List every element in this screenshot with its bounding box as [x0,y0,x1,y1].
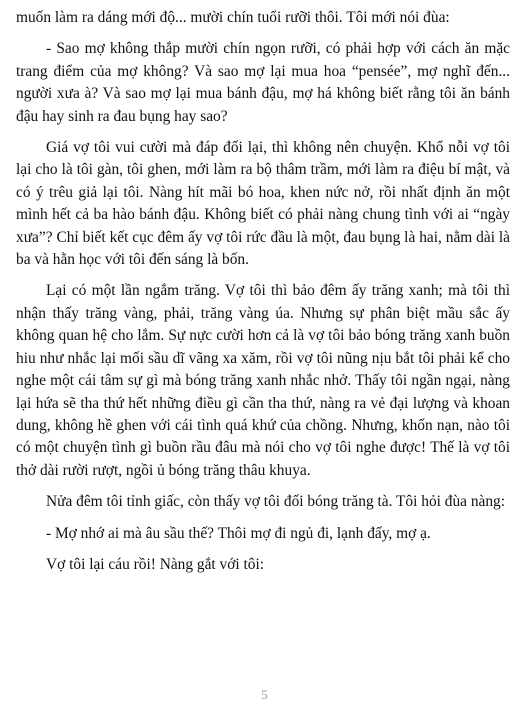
paragraph-2: - Sao mợ không thắp mười chín ngọn rưỡi, có phải hợp với cách ăn mặc trang điểm của mợ không? Và sao mợ lại mua hoa “pensée”, mợ nghĩ đến... người xưa à? Và sao mợ lại mua bánh đậu, mợ há không biết rằng tôi ăn bánh đậu hay sinh ra đau bụng hay sao? [16,40,510,125]
paragraph-7: Vợ tôi lại cáu rồi! Nàng gắt với tôi: [46,555,265,573]
body-text [16,7,510,585]
paragraph-1: muốn làm ra dáng mới độ... mười chín tuổi rưỡi thôi. Tôi mới nói đùa: [16,9,450,26]
paragraph-6: - Mợ nhớ ai mà âu sầu thế? Thôi mợ đi ngủ đi, lạnh đấy, mợ ạ. [46,524,431,542]
paragraph-3: Giá vợ tôi vui cười mà đáp đối lại, thì không nên chuyện. Khổ nỗi vợ tôi lại cho là tôi gàn, tôi ghen, mới làm ra bộ thâm trầm, mới làm ra điệu bí mật, và có ý trêu giả lại tôi. Nàng hít mãi bó hoa, khen nức nở, rồi nhất định ăn một mình hết cả ba hào bánh đậu. Không biết có phải nàng chung tình với ai “ngày xưa”? Chỉ biết kết cục đêm ấy vợ tôi rức đầu là một, đau bụng là hai, nằm dài là ba và hằn học với tôi đến sáng là bốn. [16,139,510,269]
page-number: 5 [261,687,268,702]
paragraph-5: Nửa đêm tôi tỉnh giấc, còn thấy vợ tôi đối bóng trăng tà. Tôi hỏi đùa nàng: [46,493,506,511]
paragraph-4: Lại có một lần ngắm trăng. Vợ tôi thì bảo đêm ấy trăng xanh; mà tôi thì nhận thấy trăng vàng, phải, trăng vàng úa. Nhưng sự phân biệt mầu sắc ấy không quan hệ cho lắm. Sự nực cười hơn cả là vợ tôi bảo bóng trăng xanh buồn hiu như nhắc lại mối sầu dĩ vãng xa xăm, rồi vợ tôi nũng nịu bắt tôi phải kể cho nghe một cái tâm sự gì mà bóng trăng xanh nhắc nhở. Thấy tôi ngần ngại, nàng lại hứa sẽ tha thứ hết những điều gì cần tha thứ, nàng ra vẻ đại lượng và khoan dung, không hề ghen với cái tình quá khứ của chồng. Nhưng, khốn nạn, nào tôi có một chuyện tình gì buồn rầu đâu mà nói cho vợ tôi nghe được! Thế là vợ tôi thở dài rười rượt, ngồi ủ bóng trăng thâu khuya. [16,282,510,479]
